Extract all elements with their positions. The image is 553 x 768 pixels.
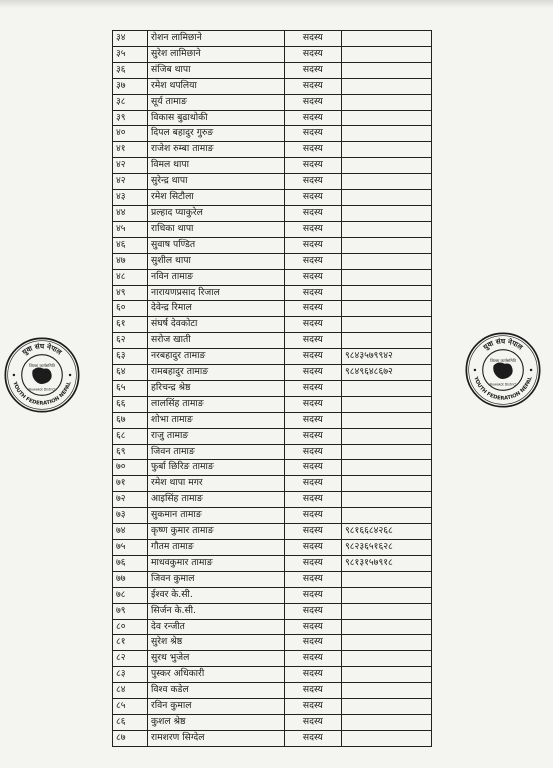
serial-number-cell: ७६ — [113, 555, 148, 571]
phone-number-cell — [342, 444, 432, 460]
serial-number-cell: ६२ — [113, 333, 148, 349]
phone-number-cell — [342, 396, 432, 412]
phone-number-cell — [342, 94, 432, 110]
table-row — [113, 46, 432, 62]
member-role-cell: सदस्य — [284, 667, 341, 683]
serial-number-cell: ८७ — [113, 730, 148, 746]
phone-number-cell — [342, 158, 432, 174]
member-name-cell: जिवन कुमाल — [148, 571, 285, 587]
member-name-cell: सुकमान तामाङ — [148, 508, 285, 524]
serial-number-cell: ७१ — [113, 476, 148, 492]
member-role-cell: सदस्य — [284, 508, 341, 524]
table-row — [113, 524, 432, 540]
table-row — [113, 142, 432, 158]
member-name-cell: जिवन तामाङ — [148, 444, 285, 460]
member-role-cell: सदस्य — [284, 714, 341, 730]
member-name-cell: देवेन्द्र रिमाल — [148, 301, 285, 317]
nepal-map-icon — [32, 368, 51, 385]
table-row — [113, 380, 432, 396]
seal-center-text: जिल्ला कार्यसमिति — [490, 358, 516, 364]
phone-number-cell — [342, 62, 432, 78]
member-role-cell: सदस्य — [284, 571, 341, 587]
member-name-cell: सुशील थापा — [148, 253, 285, 269]
member-name-cell: सुरेश श्रेष्ठ — [148, 635, 285, 651]
member-role-cell: सदस्य — [284, 46, 341, 62]
member-name-cell: विमल थापा — [148, 158, 285, 174]
table-row — [113, 730, 432, 746]
serial-number-cell: ८० — [113, 619, 148, 635]
member-role-cell: सदस्य — [284, 31, 341, 47]
member-name-cell: सुरेश लामिछाने — [148, 46, 285, 62]
phone-number-cell — [342, 508, 432, 524]
serial-number-cell: ८५ — [113, 699, 148, 715]
member-name-cell: कुशल श्रेष्ठ — [148, 714, 285, 730]
table-row — [113, 587, 432, 603]
serial-number-cell: ७५ — [113, 540, 148, 556]
member-name-cell: माधवकुमार तामाङ — [148, 555, 285, 571]
phone-number-cell — [342, 460, 432, 476]
member-role-cell: सदस्य — [284, 619, 341, 635]
phone-number-cell — [342, 651, 432, 667]
member-role-cell: सदस्य — [284, 126, 341, 142]
table-row — [113, 269, 432, 285]
phone-number-cell — [342, 31, 432, 47]
member-name-cell: रमेश थापा मगर — [148, 476, 285, 492]
serial-number-cell: ८६ — [113, 714, 148, 730]
table-row — [113, 62, 432, 78]
member-role-cell: सदस्य — [284, 253, 341, 269]
member-role-cell: सदस्य — [284, 380, 341, 396]
member-role-cell: सदस्य — [284, 524, 341, 540]
table-row — [113, 301, 432, 317]
members-table — [112, 30, 432, 747]
member-name-cell: सुरथ भुजेल — [148, 651, 285, 667]
member-name-cell: सुरेन्द्र थापा — [148, 174, 285, 190]
table-row — [113, 460, 432, 476]
member-name-cell: फुर्बा छिरिङ तामाङ — [148, 460, 285, 476]
table-row — [113, 635, 432, 651]
phone-number-cell — [342, 110, 432, 126]
member-name-cell: राधिका थापा — [148, 221, 285, 237]
phone-number-cell — [342, 205, 432, 221]
serial-number-cell: ७३ — [113, 508, 148, 524]
serial-number-cell: ४२ — [113, 174, 148, 190]
member-role-cell: सदस्य — [284, 540, 341, 556]
member-role-cell: सदस्य — [284, 174, 341, 190]
serial-number-cell: ४९ — [113, 285, 148, 301]
member-name-cell: संघर्ष देवकोटा — [148, 317, 285, 333]
member-name-cell: विकास बुढाथोकी — [148, 110, 285, 126]
serial-number-cell: ३५ — [113, 46, 148, 62]
table-row — [113, 555, 432, 571]
member-name-cell: नविन तामाङ — [148, 269, 285, 285]
phone-number-cell — [342, 285, 432, 301]
serial-number-cell: ८४ — [113, 683, 148, 699]
phone-number-cell — [342, 301, 432, 317]
table-row — [113, 333, 432, 349]
member-name-cell: प्रल्हाद प्याकुरेल — [148, 205, 285, 221]
member-role-cell: सदस्य — [284, 78, 341, 94]
member-role-cell: सदस्य — [284, 635, 341, 651]
member-role-cell: सदस्य — [284, 349, 341, 365]
phone-number-cell — [342, 333, 432, 349]
member-name-cell: रोशन लामिछाने — [148, 31, 285, 47]
phone-number-cell: ९८४३५७९९४२ — [342, 349, 432, 365]
serial-number-cell: ४५ — [113, 221, 148, 237]
table-row — [113, 508, 432, 524]
table-row — [113, 94, 432, 110]
member-role-cell: सदस्य — [284, 412, 341, 428]
phone-number-cell: ९८४९६४८६७२ — [342, 365, 432, 381]
member-role-cell: सदस्य — [284, 269, 341, 285]
member-role-cell: सदस्य — [284, 237, 341, 253]
member-role-cell: सदस्य — [284, 221, 341, 237]
member-name-cell: नारायणप्रसाद रिजाल — [148, 285, 285, 301]
member-role-cell: सदस्य — [284, 142, 341, 158]
member-role-cell: सदस्य — [284, 62, 341, 78]
serial-number-cell: ३७ — [113, 78, 148, 94]
table-row — [113, 540, 432, 556]
member-role-cell: सदस्य — [284, 587, 341, 603]
seal-district-text: Nuwakot District — [489, 382, 517, 387]
phone-number-cell — [342, 492, 432, 508]
member-role-cell: सदस्य — [284, 333, 341, 349]
seal-center-text: जिल्ला कार्यसमिति — [29, 363, 55, 369]
seal-top-text: युवा संघ नेपाल — [481, 336, 525, 352]
serial-number-cell: ७८ — [113, 587, 148, 603]
phone-number-cell: ९८१६६८४२६८ — [342, 524, 432, 540]
phone-number-cell — [342, 635, 432, 651]
serial-number-cell: ६८ — [113, 428, 148, 444]
serial-number-cell: ३४ — [113, 31, 148, 47]
member-role-cell: सदस्य — [284, 651, 341, 667]
member-name-cell: सरोज खाती — [148, 333, 285, 349]
serial-number-cell: ३६ — [113, 62, 148, 78]
members-table-body — [113, 31, 432, 747]
table-row — [113, 412, 432, 428]
phone-number-cell — [342, 269, 432, 285]
phone-number-cell — [342, 317, 432, 333]
serial-number-cell: ६५ — [113, 380, 148, 396]
svg-text:YOUTH FEDERATION NEPAL — [11, 380, 73, 407]
member-role-cell: सदस्य — [284, 428, 341, 444]
member-role-cell: सदस्य — [284, 396, 341, 412]
serial-number-cell: ४८ — [113, 269, 148, 285]
phone-number-cell — [342, 699, 432, 715]
phone-number-cell — [342, 714, 432, 730]
serial-number-cell: ४० — [113, 126, 148, 142]
member-name-cell: संजिब थापा — [148, 62, 285, 78]
phone-number-cell — [342, 237, 432, 253]
member-name-cell: सिर्जन के.सी. — [148, 603, 285, 619]
phone-number-cell — [342, 476, 432, 492]
nepal-map-icon — [493, 363, 512, 380]
phone-number-cell — [342, 587, 432, 603]
serial-number-cell: ६९ — [113, 444, 148, 460]
table-row — [113, 237, 432, 253]
youth-federation-seal-left — [3, 336, 81, 414]
phone-number-cell — [342, 46, 432, 62]
serial-number-cell: ८३ — [113, 667, 148, 683]
member-name-cell: देव रन्जीत — [148, 619, 285, 635]
serial-number-cell: ७७ — [113, 571, 148, 587]
member-role-cell: सदस्य — [284, 460, 341, 476]
member-name-cell: पुस्कर अधिकारी — [148, 667, 285, 683]
serial-number-cell: ७९ — [113, 603, 148, 619]
serial-number-cell: ८२ — [113, 651, 148, 667]
serial-number-cell: ६४ — [113, 365, 148, 381]
member-name-cell: शोभा तामाङ — [148, 412, 285, 428]
serial-number-cell: ४१ — [113, 142, 148, 158]
member-name-cell: विश्व कडेल — [148, 683, 285, 699]
phone-number-cell — [342, 174, 432, 190]
table-row — [113, 428, 432, 444]
table-row — [113, 651, 432, 667]
table-row — [113, 571, 432, 587]
serial-number-cell: ४४ — [113, 205, 148, 221]
phone-number-cell — [342, 380, 432, 396]
phone-number-cell: ९८२३६५१६२८ — [342, 540, 432, 556]
member-name-cell: रामशरण सिग्देल — [148, 730, 285, 746]
member-role-cell: सदस्य — [284, 301, 341, 317]
member-role-cell: सदस्य — [284, 730, 341, 746]
member-role-cell: सदस्य — [284, 699, 341, 715]
table-row — [113, 444, 432, 460]
member-name-cell: नरबहादुर तामाङ — [148, 349, 285, 365]
table-row — [113, 714, 432, 730]
serial-number-cell: ४७ — [113, 253, 148, 269]
table-row — [113, 190, 432, 206]
seal-bottom-text: YOUTH FEDERATION NEPAL — [11, 381, 73, 407]
member-role-cell: सदस्य — [284, 603, 341, 619]
member-role-cell: सदस्य — [284, 317, 341, 333]
member-name-cell: रामबहादुर तामाङ — [148, 365, 285, 381]
table-row — [113, 285, 432, 301]
member-name-cell: कृष्ण कुमार तामाङ — [148, 524, 285, 540]
phone-number-cell — [342, 619, 432, 635]
member-name-cell: हरिचन्द्र श्रेष्ठ — [148, 380, 285, 396]
phone-number-cell — [342, 126, 432, 142]
phone-number-cell: ९८१३१५७९१८ — [342, 555, 432, 571]
phone-number-cell — [342, 221, 432, 237]
member-role-cell: सदस्य — [284, 158, 341, 174]
serial-number-cell: ४२ — [113, 158, 148, 174]
serial-number-cell: ३८ — [113, 94, 148, 110]
seal-district-text: Nuwakot District — [28, 387, 56, 392]
serial-number-cell: ४३ — [113, 190, 148, 206]
member-role-cell: सदस्य — [284, 683, 341, 699]
phone-number-cell — [342, 571, 432, 587]
table-row — [113, 683, 432, 699]
phone-number-cell — [342, 730, 432, 746]
member-role-cell: सदस्य — [284, 94, 341, 110]
table-row — [113, 603, 432, 619]
member-role-cell: सदस्य — [284, 110, 341, 126]
phone-number-cell — [342, 667, 432, 683]
phone-number-cell — [342, 78, 432, 94]
seal-bottom-text: YOUTH FEDERATION NEPAL — [472, 376, 534, 402]
svg-text:YOUTH FEDERATION NEPAL — [472, 375, 534, 402]
phone-number-cell — [342, 412, 432, 428]
table-row — [113, 699, 432, 715]
table-row — [113, 126, 432, 142]
member-role-cell: सदस्य — [284, 492, 341, 508]
table-row — [113, 476, 432, 492]
phone-number-cell — [342, 190, 432, 206]
table-row — [113, 205, 432, 221]
serial-number-cell: ६० — [113, 301, 148, 317]
member-role-cell: सदस्य — [284, 365, 341, 381]
member-name-cell: दिपल बहादुर गुरुङ — [148, 126, 285, 142]
serial-number-cell: ६३ — [113, 349, 148, 365]
serial-number-cell: ४६ — [113, 237, 148, 253]
serial-number-cell: ६७ — [113, 412, 148, 428]
seal-top-text: युवा संघ नेपाल — [20, 341, 64, 357]
serial-number-cell: ७० — [113, 460, 148, 476]
table-row — [113, 365, 432, 381]
phone-number-cell — [342, 603, 432, 619]
phone-number-cell — [342, 428, 432, 444]
table-row — [113, 174, 432, 190]
member-role-cell: सदस्य — [284, 555, 341, 571]
table-row — [113, 253, 432, 269]
phone-number-cell — [342, 142, 432, 158]
member-name-cell: राजु तामाङ — [148, 428, 285, 444]
member-name-cell: सुवाष पण्डित — [148, 237, 285, 253]
member-role-cell: सदस्य — [284, 205, 341, 221]
serial-number-cell: ७२ — [113, 492, 148, 508]
member-role-cell: सदस्य — [284, 444, 341, 460]
table-row — [113, 110, 432, 126]
table-row — [113, 221, 432, 237]
table-row — [113, 492, 432, 508]
table-row — [113, 158, 432, 174]
member-name-cell: आइसिंह तामाङ — [148, 492, 285, 508]
member-name-cell: सूर्य तामाङ — [148, 94, 285, 110]
phone-number-cell — [342, 253, 432, 269]
table-row — [113, 31, 432, 47]
member-name-cell: रविन कुमाल — [148, 699, 285, 715]
member-name-cell: रमेश सिटौला — [148, 190, 285, 206]
member-name-cell: रमेश थपलिया — [148, 78, 285, 94]
table-row — [113, 619, 432, 635]
member-name-cell: गौतम तामाङ — [148, 540, 285, 556]
page-edge — [0, 0, 553, 8]
youth-federation-seal-right — [464, 331, 542, 409]
member-role-cell: सदस्य — [284, 476, 341, 492]
member-name-cell: लालसिंह तामाङ — [148, 396, 285, 412]
member-name-cell: राजेश रुम्बा तामाङ — [148, 142, 285, 158]
serial-number-cell: ७४ — [113, 524, 148, 540]
table-row — [113, 396, 432, 412]
serial-number-cell: ८१ — [113, 635, 148, 651]
member-role-cell: सदस्य — [284, 285, 341, 301]
serial-number-cell: ३९ — [113, 110, 148, 126]
serial-number-cell: ६६ — [113, 396, 148, 412]
phone-number-cell — [342, 683, 432, 699]
table-row — [113, 78, 432, 94]
serial-number-cell: ६१ — [113, 317, 148, 333]
table-row — [113, 667, 432, 683]
table-row — [113, 317, 432, 333]
member-name-cell: ईश्वर के.सी. — [148, 587, 285, 603]
table-row — [113, 349, 432, 365]
member-role-cell: सदस्य — [284, 190, 341, 206]
